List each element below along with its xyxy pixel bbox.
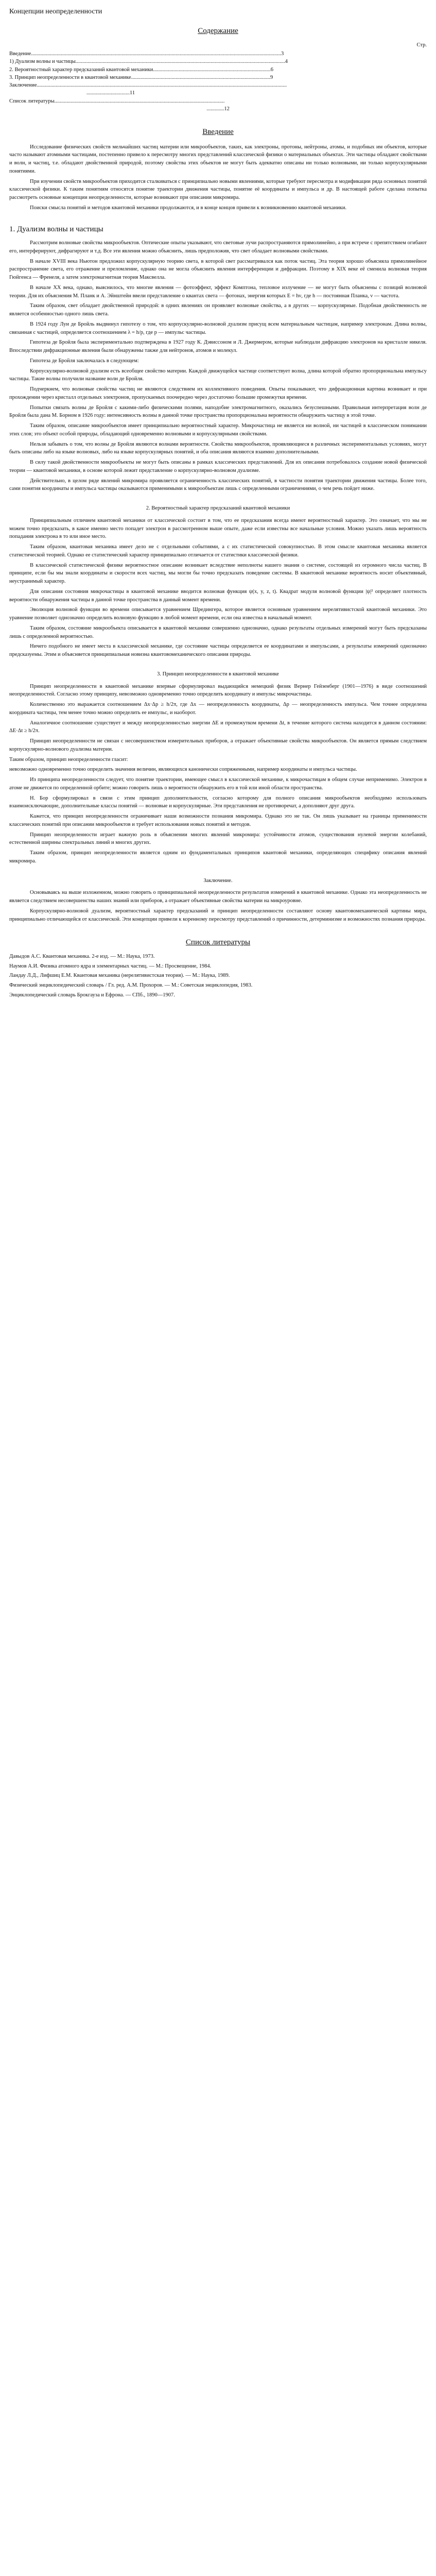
- chapter-3-paragraph: невозможно одновременно точно определить значения величин, являющихся канонически сопряженными, например координаты и импульса частицы.: [9, 767, 357, 773]
- chapter-2-section: [9, 504, 427, 659]
- chapter-1-paragraph: В 1924 году Луи де Бройль выдвинул гипотезу о том, что корпускулярно-волновой дуализм присущ всем материальным частицам, например электронам. Длина волны, связанная с частицей, определяется соотношением λ = h/p, где p — импульс частицы.: [9, 321, 427, 335]
- intro-section: [9, 126, 427, 212]
- chapter-3-paragraph: Н. Бор сформулировал в связи с этим принцип дополнительности, согласно которому для полного описания микрообъектов необходимо использовать взаимоисключающие, дополнительные классы понятий — волновые и корпускулярные. Эти представления не противоречат, а дополняют друг друга.: [9, 795, 427, 809]
- chapter-2-paragraph: Таким образом, состояние микрообъекта описывается в квантовой механике совершенно однозначно, однако результаты отдельных измерений могут быть предсказаны лишь с определенной вероятностью.: [9, 625, 427, 639]
- toc-entry-intro[interactable]: Введение.........................................................................................................................................................................................3: [9, 51, 284, 57]
- chapter-1-paragraph: В начале XX века, однако, выяснилось, что многие явления — фотоэффект, эффект Комптона, тепловое излучение — не могут быть объяснены с позиций волновой теории. Для их объяснения М. Планк и А. Эйнштейн ввели представление о квантах света — фотонах, энергия которых E = hν, где h — постоянная Планка, ν — частота.: [9, 284, 427, 299]
- chapter-3-paragraph: Таким образом, принцип неопределенности гласит:: [9, 756, 128, 762]
- chapter-2-paragraph: Эволюция волновой функции во времени описывается уравнением Шредингера, которое является основным уравнением нерелятивистской квантовой механики. Это уравнение позволяет однозначно определить волновую функцию в любой момент времени, если она известна в начальный момент.: [9, 607, 427, 621]
- chapter-2-paragraph: Таким образом, квантовая механика имеет дело не с отдельными событиями, а с их статистической совокупностью. В этом смысле квантовая механика является статистической теорией. Однако ее статистический характер принципиально отличается от статистики классической физики.: [9, 544, 427, 558]
- reference-item: Давыдов А.С. Квантовая механика. 2-е изд. — М.: Наука, 1973.: [9, 953, 155, 959]
- chapter-1-paragraph: В силу такой двойственности микрообъекты не могут быть описаны в рамках классических представлений. Для их описания потребовалось создание новой физической теории — квантовой механики, в основе которой лежит представление о корпускулярно-волновом дуализме.: [9, 460, 427, 473]
- conclusion-paragraph: Основываясь на выше изложенном, можно говорить о принципиальной неопределенности результатов измерений в квантовой механике. Однако эта неопределенность не является следствием несовершенства наших знаний или приборов, а отражает объективные свойства материи на микроуровне.: [9, 890, 427, 904]
- chapter-1-heading: 1. Дуализм волны и частицы: [9, 225, 103, 233]
- chapter-1-paragraph: Таким образом, свет обладает двойственной природой: в одних явлениях он проявляет волновые свойства, а в других — корпускулярные. Подобная двойственность не является особенностью одного лишь света.: [9, 303, 427, 317]
- chapter-3-section: [9, 670, 427, 866]
- chapter-3-paragraph: Из принципа неопределенности следует, что понятие траектории, имеющее смысл в классической механике, к микрочастицам в общем случае неприменимо. Электрон в атоме не движется по определенной орбите; можно говорить лишь о вероятности обнаружить его в той или иной области пространства.: [9, 777, 427, 791]
- toc-entry-chapter-1[interactable]: 1) Дуализм волны и частицы...........................................................................................................................................................4: [9, 59, 288, 65]
- chapter-1-paragraph: Подчеркнем, что волновые свойства частиц не являются следствием их коллективного поведения. Опыты показывают, что дифракционная картина возникает и при прохождении через кристалл отдельных электронов, пропускаемых поочередно через достаточно большие промежутки времени.: [9, 386, 427, 400]
- chapter-1-paragraph: Гипотеза де Бройля была экспериментально подтверждена в 1927 году К. Дэвиссоном и Л. Джермером, которые наблюдали дифракцию электронов на кристалле никеля. Впоследствии дифракционные явления были обнаружены также для нейтронов, атомов и молекул.: [9, 340, 427, 353]
- reference-item: Наумов А.И. Физика атомного ядра и элементарных частиц. — М.: Просвещение, 1984.: [9, 963, 212, 969]
- chapter-2-paragraph: Принципиальным отличием квантовой механики от классической состоит в том, что ее предсказания всегда имеют вероятностный характер. Это означает, что мы не можем точно предсказать, в какое именно место попадет электрон в рассмотренном выше опыте, даже если известны все начальные условия. Можно указать лишь вероятность попадания электрона в то или иное место.: [9, 517, 427, 540]
- toc-page-label: Стр.: [416, 42, 427, 48]
- intro-paragraph: Исследование физических свойств мельчайших частиц материи или микрообъектов, таких, как электроны, протоны, нейтроны, атомы, и подобных им объектов, которые часто называют атомными частицами, постепенно привело к пересмотру многих представлений классической физики о материальных объектах. Эти частицы обладают свойствами и волн, и частиц, т.е. обладают двойственной природой, поэтому свойства этих объектов не могут быть адекватно описаны ни только волновыми, ни только корпускулярными понятиями.: [9, 144, 427, 174]
- reference-item: Энциклопедический словарь Брокгауза и Ефрона. — СПб., 1890—1907.: [9, 992, 175, 998]
- conclusion-heading: Заключение.: [203, 877, 233, 884]
- chapter-1-section: [9, 224, 427, 494]
- chapter-3-heading: 3. Принцип неопределенности в квантовой механике: [157, 671, 279, 677]
- chapter-1-paragraph: Корпускулярно-волновой дуализм есть всеобщее свойство материи. Каждой движущейся частице соответствует волна, длина которой обратно пропорциональна импульсу частицы. Такие волны получили название волн де Бройля.: [9, 368, 427, 382]
- chapter-1-paragraph: Попытки связать волны де Бройля с какими-либо физическими полями, наподобие электромагнитного, оказались безуспешными. Правильная интерпретация волн де Бройля была дана М. Борном в 1926 году: интенсивность волны в данной точке пространства пропорциональна вероятности обнаружить частицу в этой точке.: [9, 404, 427, 419]
- chapter-3-paragraph: Принцип неопределенности играет важную роль в объяснении многих явлений микромира: устойчивости атомов, существования нулевой энергии колебаний, естественной ширины спектральных линий и многих других.: [9, 832, 427, 846]
- chapter-3-paragraph: Аналогичное соотношение существует и между неопределенностью энергии ΔE и промежутком времени Δt, в течение которого система находится в данном состоянии: ΔE·Δt ≥ h/2π.: [9, 720, 427, 734]
- table-of-contents: [9, 25, 427, 113]
- chapter-3-paragraph: Принцип неопределенности не связан с несовершенством измерительных приборов, а отражает объективные свойства микрообъектов. Он является прямым следствием корпускулярно-волнового дуализма материи.: [9, 738, 427, 752]
- toc-entry-chapter-2[interactable]: 2. Вероятностный характер предсказаний квантовой механики.......................................................................................6: [9, 66, 274, 73]
- conclusion-section: [9, 877, 427, 924]
- intro-paragraph: Поиски смысла понятий и методов квантовой механики продолжаются, и в конце концов привели к возникновению квантовой механики.: [30, 205, 347, 211]
- chapter-2-paragraph: Для описания состояния микрочастицы в квантовой механике вводится волновая функция ψ(x, y, z, t). Квадрат модуля волновой функции |ψ|² определяет плотность вероятности обнаружения частицы в данной точке пространства в данный момент времени.: [9, 588, 427, 603]
- toc-entry-references-page: .............12: [206, 106, 230, 112]
- chapter-2-paragraph: Ничего подобного не имеет места в классической механике, где состояние частицы определяется ее координатами и импульсами, а результаты измерений однозначно предсказуемы. Этим и объясняется принципиальная новизна квантовомеханического описания природы.: [9, 643, 427, 657]
- document-page: [0, 0, 436, 1013]
- chapter-1-paragraph: В начале XVIII века Ньютон предложил корпускулярную теорию света, в которой свет рассматривался как поток частиц. Эта теория хорошо объясняла прямолинейное распространение света, его отражение и преломление, однако она не могла объяснить явления интерференции и дифракции. Поэтому в XIX веке её сменила волновая теория Гюйгенса — Френеля, а затем электромагнитная теория Максвелла.: [9, 258, 427, 280]
- chapter-1-paragraph: Действительно, в целом ряде явлений микромира проявляется ограниченность классических понятий, в частности понятия траектории движения частицы. Более того, сами понятия координаты и импульса частицы оказываются применимыми к микрообъектам лишь с определенными ограничениями, о чем речь пойдет ниже.: [9, 478, 427, 492]
- reference-item: Ландау Л.Д., Лифшиц Е.М. Квантовая механика (нерелятивистская теория). — М.: Наука, 1989.: [9, 973, 230, 979]
- chapter-1-paragraph: Нельзя забывать о том, что волны де Бройля являются волнами вероятности. Свойства микрообъектов, проявляющиеся в различных экспериментальных условиях, могут быть описаны либо на языке волновых, либо на языке корпускулярных понятий, и оба описания являются взаимно дополнительными.: [9, 441, 427, 455]
- intro-paragraph: При изучении свойств микрообъектов приходится сталкиваться с принципиально новыми явлениями, которые требуют пересмотра и модификации ряда основных понятий классической физики. К таким понятиям относятся понятие траектории движения частицы, понятие её координаты и импульса и др. В настоящей работе сделана попытка рассмотреть основные концепции неопределенности, которые возникают при описании микромира.: [9, 178, 427, 200]
- chapter-1-paragraph: Рассмотрим волновые свойства микрообъектов. Оптические опыты указывают, что световые лучи распространяются прямолинейно, а при встрече с препятствием огибают его, интерферируют, дифрагируют и т.д. Все эти явления можно объяснить, лишь предположив, что свет обладает волновыми свойствами.: [9, 240, 427, 254]
- chapter-1-paragraph: Таким образом, описание микрообъектов имеет принципиально вероятностный характер. Микрочастица не является ни волной, ни частицей в классическом понимании этих слов; это объект особой природы, обладающий одновременно волновыми и корпускулярными свойствами.: [9, 423, 427, 437]
- reference-item: Физический энциклопедический словарь / Гл. ред. А.М. Прохоров. — М.: Советская энциклопедия, 1983.: [9, 982, 253, 988]
- toc-entry-references[interactable]: Список литературы..............................................................................................................................: [9, 98, 225, 104]
- references-heading: Список литературы: [185, 938, 251, 947]
- document-title: Концепции неопределенности: [9, 8, 102, 15]
- toc-entry-chapter-3[interactable]: 3. Принцип неопределенности в квантовой механике.......................................................................................................9: [9, 74, 273, 80]
- chapter-2-paragraph: В классической статистической физике вероятностное описание возникает вследствие неполноты нашего знания о системе, состоящей из огромного числа частиц. В принципе, если бы мы знали координаты и скорости всех частиц, мы могли бы точно предсказать поведение системы. В квантовой механике вероятность носит объективный, неустранимый характер.: [9, 562, 427, 584]
- toc-heading: Содержание: [198, 27, 238, 35]
- conclusion-paragraph: Корпускулярно-волновой дуализм, вероятностный характер предсказаний и принцип неопределенности составляют основу квантовомеханической картины мира, принципиально отличающейся от классической. Эти концепции привели к коренному пересмотру представлений о причинности, детерминизме и возможностях познания природы.: [9, 908, 427, 922]
- references-section: [9, 937, 427, 999]
- chapter-3-paragraph: Таким образом, принцип неопределенности является одним из фундаментальных принципов квантовой механики, определяющих специфику описания явлений микромира.: [9, 850, 427, 864]
- toc-entry-conclusion-page: ................................11: [86, 90, 135, 96]
- chapter-3-paragraph: Количественно это выражается соотношением Δx·Δp ≥ h/2π, где Δx — неопределенность координаты, Δp — неопределенность импульса. Чем точнее определена координата частицы, тем менее точно можно определить ее импульс, и наоборот.: [9, 702, 427, 716]
- toc-entry-conclusion[interactable]: Заключение.........................................................................................................................................................................................: [9, 82, 287, 89]
- chapter-3-paragraph: Принцип неопределенности в квантовой механике впервые сформулировал выдающийся немецкий физик Вернер Гейзенберг (1901—1976) в виде соотношений неопределенностей. Согласно этому принципу, невозможно одновременно точно определить координату и импульс микрочастицы.: [9, 683, 427, 698]
- chapter-2-heading: 2. Вероятностный характер предсказаний квантовой механики: [146, 505, 290, 511]
- chapter-3-paragraph: Кажется, что принцип неопределенности ограничивает наши возможности познания микромира. Однако это не так. Он лишь указывает на границы применимости классических понятий при описании микрообъектов и требует использования новых понятий и методов.: [9, 814, 427, 827]
- chapter-1-paragraph: Гипотеза де Бройля заключалась в следующем:: [30, 358, 139, 364]
- intro-heading: Введение: [202, 128, 234, 136]
